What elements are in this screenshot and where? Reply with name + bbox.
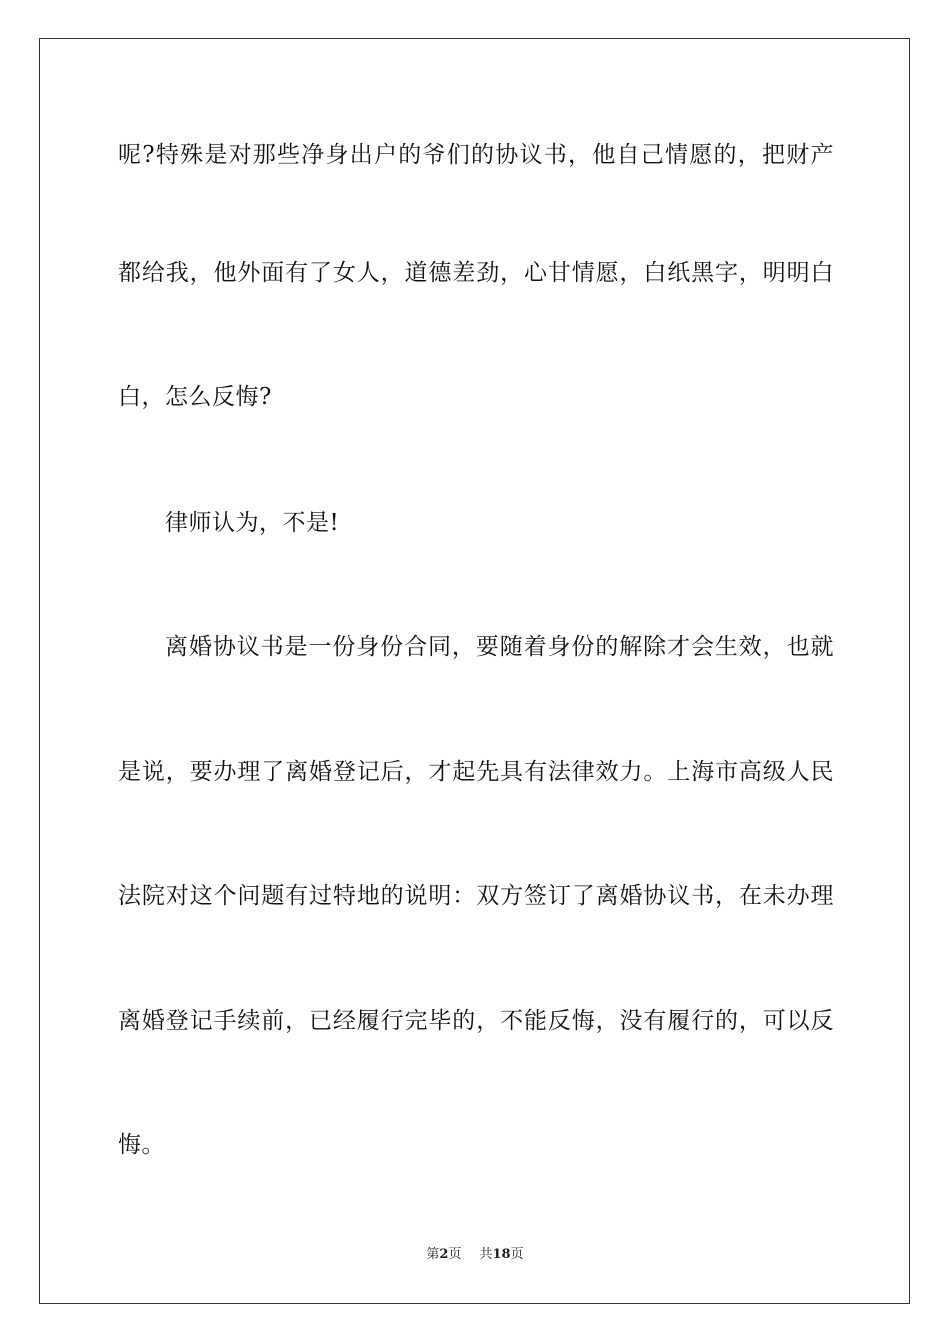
paragraph-line: 法院对这个问题有过特地的说明：双方签订了离婚协议书，在未办理 [118, 883, 834, 909]
paragraph-line: 律师认为，不是! [165, 510, 340, 536]
page-number: 2 [439, 1247, 449, 1262]
paragraph-line: 离婚登记手续前，已经履行完毕的，不能反悔，没有履行的，可以反 [118, 1008, 834, 1034]
paragraph-line: 白，怎么反悔? [118, 384, 272, 410]
total-pages: 18 [492, 1247, 511, 1262]
total-label-suffix: 页 [510, 1247, 524, 1262]
paragraph-line: 离婚协议书是一份身份合同，要随着身份的解除才会生效，也就 [165, 634, 834, 660]
total-label-prefix: 共 [479, 1247, 493, 1262]
page-label-suffix: 页 [448, 1247, 462, 1262]
paragraph-line: 都给我，他外面有了女人，道德差劲，心甘情愿，白纸黑字，明明白 [118, 260, 834, 286]
paragraph-line: 悔。 [118, 1132, 165, 1158]
page-border [39, 38, 910, 1304]
paragraph-line: 是说，要办理了离婚登记后，才起先具有法律效力。上海市高级人民 [118, 759, 834, 785]
page-footer [0, 1246, 950, 1264]
paragraph-line: 呢?特殊是对那些净身出户的爷们的协议书，他自己情愿的，把财产 [118, 142, 834, 168]
page-label-prefix: 第 [426, 1247, 440, 1262]
